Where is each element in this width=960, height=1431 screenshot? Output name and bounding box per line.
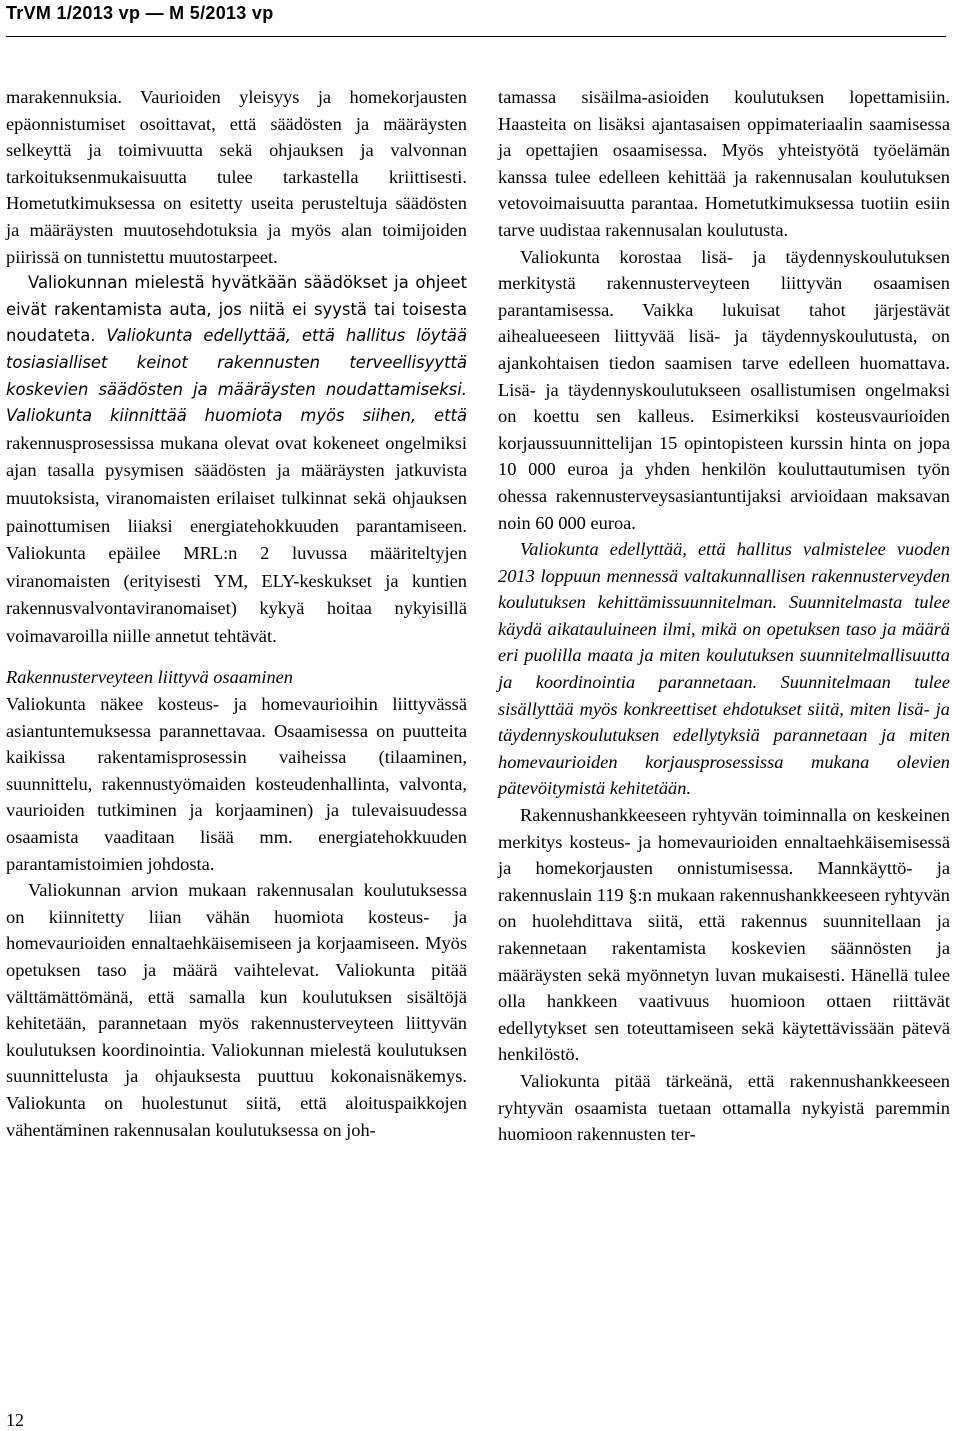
paragraph: Valiokunnan arvion mukaan rakennusalan koulutuksessa on kiinnitetty liian vähän huomiota kosteus- ja homevaurioiden ennaltaehkäisemiseen ja korjaamiseen. Myös opetuksen taso ja määrä vaihtelevat. Valiokunta pitää välttämättömänä, että samalla kun koulutuksen sisältöjä kehitetään, parannetaan myös rakennusterveyteen liittyvän koulutuksen koordinointia. Valiokunnan mielestä koulutuksen suunnittelusta ja ohjauksesta puuttuu kokonaisnäkemys. Valiokunta on huolestunut siitä, että aloituspaikkojen vähentäminen rakennusalan koulutuksessa on joh-: [6, 880, 467, 1140]
section-heading: Rakennusterveyteen liittyvä osaaminen: [6, 667, 293, 688]
paragraph: marakennuksia. Vaurioiden yleisyys ja homekorjausten epäonnistumiset osoittavat, että säädösten ja määräysten selkeyttä ja toimivuutta sekä ohjauksen ja valvonnan tarkoituksenmukaisuutta tulee tarkastella kriittisesti. Hometutkimuksessa on esitetty useita perusteltuja säädösten ja määräysten muutosehdotuksia ja myös alan toimijoiden piirissä on tunnistettu muutostarpeet.: [6, 87, 467, 267]
paragraph: Valiokunta korostaa lisä- ja täydennyskoulutuksen merkitystä rakennusterveyteen liittyvän osaamisen parantamisessa. Vaikka lukuisat tahot järjestävät aihealueeseen liittyvää lisä- ja täydennyskoulutusta, on ajankohtaisen tiedon saamisen tarve edelleen huomattava. Lisä- ja täydennyskoulutukseen osallistumisen ongelmaksi on koettu sen kalleus. Esimerkiksi kosteusvaurioiden korjaussuunnittelijan 15 opintopisteen kurssin hinta on jopa 10 000 euroa ja yhden henkilön kouluttautumisen työn ohessa rakennusterveysasiantuntijaksi arvioidaan maksavan noin 60 000 euroa.: [498, 246, 950, 533]
right-column: [498, 84, 950, 1148]
paragraph: Rakennushankkeeseen ryhtyvän toiminnalla on keskeinen merkitys kosteus- ja homevaurioiden ennaltaehkäisemisessä ja homekorjausten onnistumisessa. Mannkäyttö- ja rakennuslain 119 §:n mukaan rakennushankkeeseen ryhtyvän on huolehdittava siitä, että rakennus suunnitellaan ja rakennetaan rakentamista koskevien säännösten ja määräysten sekä myönnetyn luvan mukaisesti. Hänellä tulee olla hankkeen vaativuus huomioon ottaen riittävät edellytykset sen toteuttamiseen sekä käytettävissään pätevä henkilöstö.: [498, 805, 950, 1065]
header-rule: [6, 36, 946, 37]
paragraph-italic-text: Valiokunta edellyttää, että hallitus löytää tosiasialliset keinot rakennusten terveellisyyttä koskevien säädösten ja määräysten noudattamiseksi. Valiokunta kiinnittää huomiota myös siihen, että: [6, 326, 467, 426]
paragraph: [6, 270, 467, 650]
paragraph-text: rakennusprosessissa mukana olevat ovat kokeneet ongelmiksi ajan tasalla pysymisen säädösten ja määräysten jatkuvista muutoksista, viranomaisten erilaiset tulkinnat sekä ohjauksen painottumisen liiaksi energiatehokkuuden parantamiseen. Valiokunta epäilee MRL:n 2 luvussa määriteltyjen viranomaisten (erityisesti YM, ELY-keskukset ja kuntien rakennusvalvontaviranomaiset) kykyä hoitaa nykyisillä voimavaroilla niille annetut tehtävät.: [6, 432, 467, 646]
paragraph: Valiokunta näkee kosteus- ja homevaurioihin liittyvässä asiantuntemuksessa parannettavaa. Osaamisessa on puutteita kaikissa rakentamisprosessin vaiheissa (tilaaminen, suunnittelu, rakennustyömaiden kosteudenhallinta, valvonta, vaurioiden tutkiminen ja korjaaminen) ja tulevaisuudessa osaamista vaaditaan lisää mm. energiatehokkuuden parantamistoimien johdosta.: [6, 694, 467, 874]
document-header: TrVM 1/2013 vp — M 5/2013 vp: [6, 3, 274, 23]
paragraph: tamassa sisäilma-asioiden koulutuksen lopettamisiin. Haasteita on lisäksi ajantasaisen oppimateriaalin saamisessa ja opettajien osaamisessa. Myös yhteistyötä työelämän kanssa tulee edelleen kehittää ja rakennusalan koulutuksen vetovoimaisuutta parantaa. Hometutkimuksessa tuotiin esiin tarve uudistaa rakennusalan koulutusta.: [498, 87, 950, 240]
page-number: 12: [6, 1410, 24, 1430]
paragraph-text: Valiokunnan mielestä hyvätkään säädökset ja ohjeet eivät rakentamista auta, jos niitä ei syystä tai toisesta noudateta.: [6, 273, 467, 346]
paragraph-italic: Valiokunta edellyttää, että hallitus valmistelee vuoden 2013 loppuun mennessä valtakunnallisen rakennusterveyden koulutuksen kehittämissuunnitelman. Suunnitelmasta tulee käydä aikatauluineen ilmi, mikä on opetuksen taso ja määrä eri puolilla maata ja miten koulutuksen suunnitelmallisuutta ja koordinointia parannetaan. Suunnitelmaan tulee sisällyttää myös konkreettiset ehdotukset siitä, miten lisä- ja täydennyskoulutuksen edellytyksiä parannetaan ja miten homevaurioiden korjausprosessissa mukana olevien pätevöitymistä kehitetään.: [498, 539, 950, 799]
left-column: [6, 84, 467, 1143]
paragraph: Valiokunta pitää tärkeänä, että rakennushankkeeseen ryhtyvän osaamista tuetaan ottamalla nykyistä paremmin huomioon rakennusten ter-: [498, 1070, 950, 1145]
